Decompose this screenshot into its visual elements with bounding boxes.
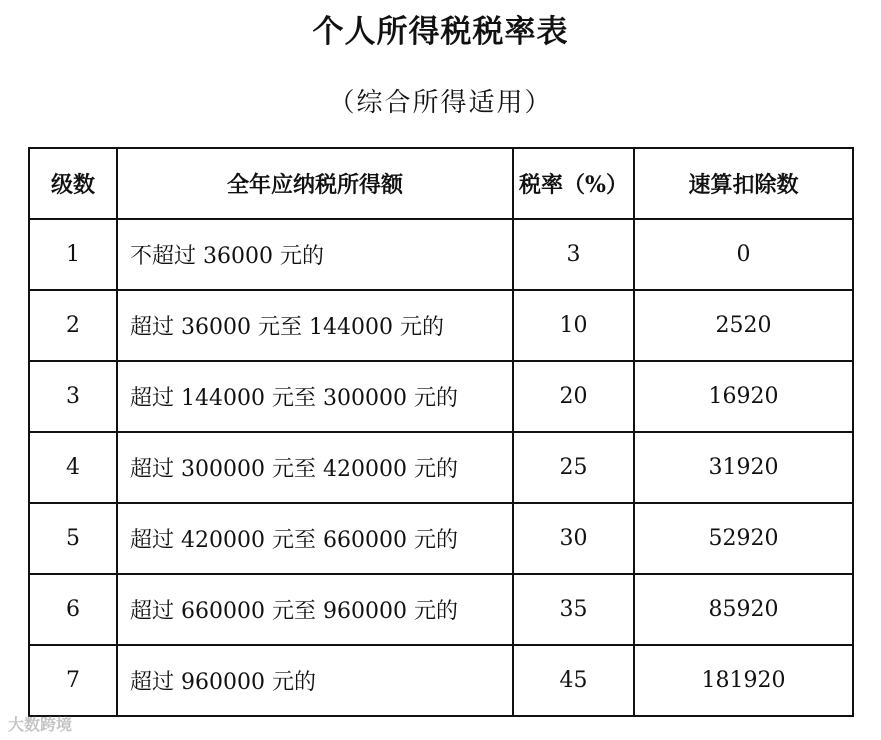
cell-range: 超过 300000 元至 420000 元的 (117, 432, 513, 503)
cell-rate: 25 (513, 432, 634, 503)
tax-rate-table (28, 147, 854, 717)
cell-range: 超过 144000 元至 300000 元的 (117, 361, 513, 432)
cell-deduction: 16920 (634, 361, 853, 432)
cell-rate: 45 (513, 645, 634, 716)
cell-deduction: 85920 (634, 574, 853, 645)
cell-range: 超过 960000 元的 (117, 645, 513, 716)
header-tax-rate: 税率（%） (513, 148, 634, 219)
table-row (29, 645, 853, 716)
header-level: 级数 (29, 148, 117, 219)
cell-deduction: 52920 (634, 503, 853, 574)
cell-level: 7 (29, 645, 117, 716)
cell-deduction: 31920 (634, 432, 853, 503)
cell-deduction: 181920 (634, 645, 853, 716)
cell-level: 1 (29, 219, 117, 290)
cell-rate: 35 (513, 574, 634, 645)
cell-level: 4 (29, 432, 117, 503)
cell-level: 2 (29, 290, 117, 361)
table-row (29, 503, 853, 574)
table-row (29, 361, 853, 432)
cell-rate: 3 (513, 219, 634, 290)
header-taxable-income: 全年应纳税所得额 (117, 148, 513, 219)
cell-rate: 30 (513, 503, 634, 574)
cell-rate: 10 (513, 290, 634, 361)
cell-range: 不超过 36000 元的 (117, 219, 513, 290)
table-row (29, 432, 853, 503)
watermark: 大数跨境 (8, 715, 73, 734)
table-header-row (29, 148, 853, 219)
cell-range: 超过 420000 元至 660000 元的 (117, 503, 513, 574)
table-row (29, 574, 853, 645)
cell-level: 6 (29, 574, 117, 645)
page-subtitle: （综合所得适用） (328, 88, 553, 118)
cell-range: 超过 36000 元至 144000 元的 (117, 290, 513, 361)
page-title: 个人所得税税率表 (312, 14, 569, 50)
table-row (29, 290, 853, 361)
cell-deduction: 2520 (634, 290, 853, 361)
table-row (29, 219, 853, 290)
cell-rate: 20 (513, 361, 634, 432)
cell-level: 3 (29, 361, 117, 432)
header-quick-deduction: 速算扣除数 (634, 148, 853, 219)
cell-level: 5 (29, 503, 117, 574)
cell-deduction: 0 (634, 219, 853, 290)
cell-range: 超过 660000 元至 960000 元的 (117, 574, 513, 645)
